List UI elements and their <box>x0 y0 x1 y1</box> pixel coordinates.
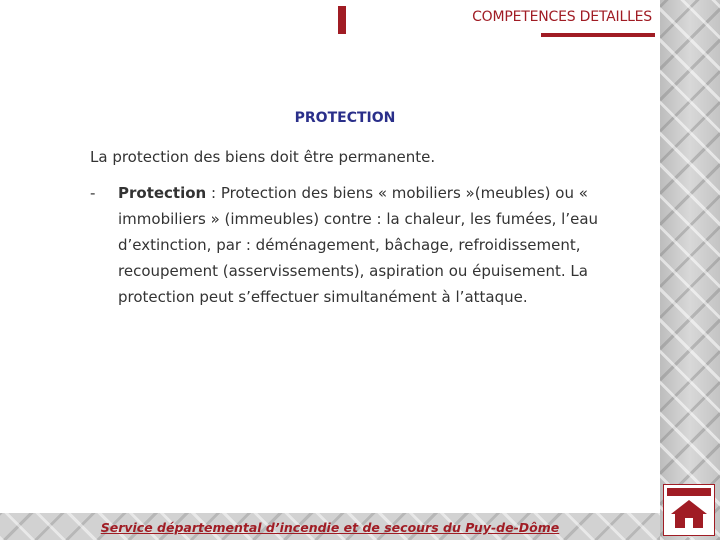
header-underline <box>541 33 655 37</box>
bullet-marker: - <box>90 184 96 202</box>
footer-text: Service départemental d’incendie et de secours du Puy-de-Dôme <box>100 520 560 535</box>
intro-text: La protection des biens doit être permanente. <box>90 148 436 166</box>
section-title: PROTECTION <box>294 110 396 126</box>
bullet-text: Protection des biens « mobiliers »(meubles) ou « immobiliers » (immeubles) contre : la chaleur, les fumées, l’eau d’extinction, par : déménagement, bâchage, refroidissement, recoupement (asservissements), aspiration ou épuisement. La protection peut s’effectuer simultanément à l’attaque. <box>118 184 599 306</box>
diamond-plate-background <box>660 0 720 540</box>
header-title: COMPETENCES DETAILLES <box>472 9 652 25</box>
header-accent-bar <box>338 6 346 34</box>
bullet-separator: : <box>206 184 221 202</box>
bullet-term: Protection <box>118 184 207 202</box>
sdis-logo-icon <box>663 484 715 536</box>
bullet-body <box>118 180 608 310</box>
